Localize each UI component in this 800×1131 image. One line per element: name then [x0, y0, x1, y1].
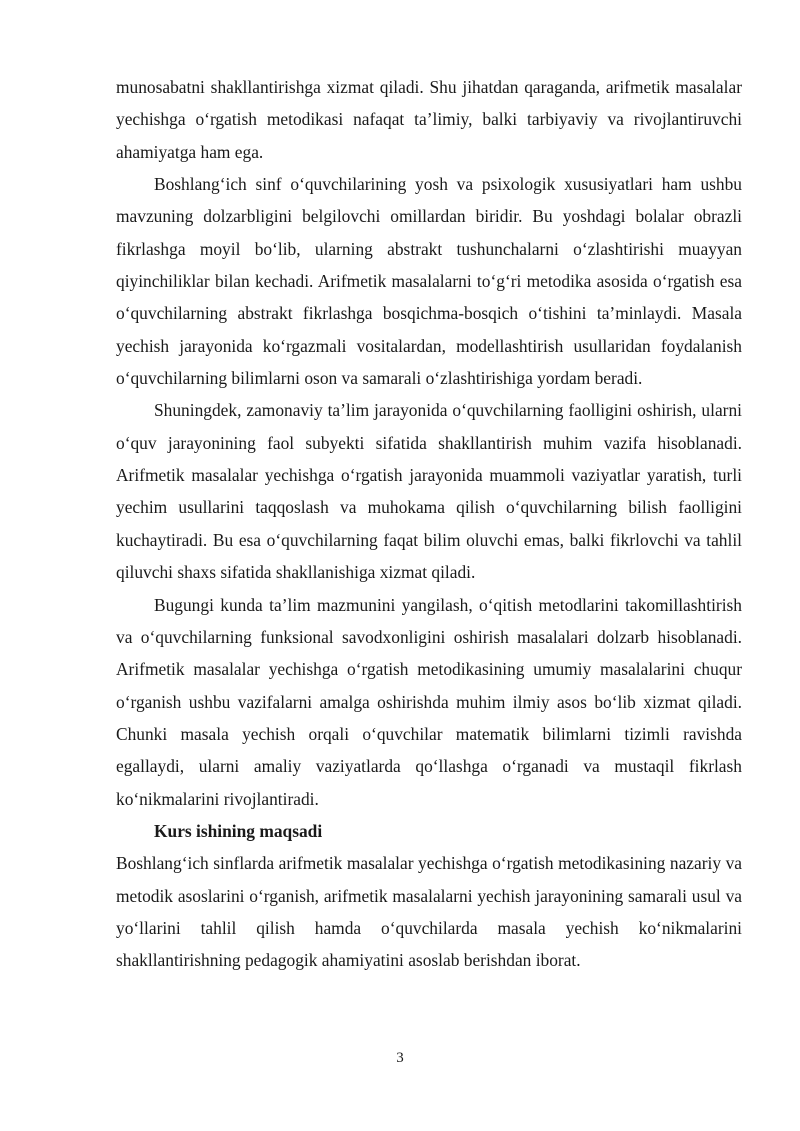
page-body: [116, 71, 742, 977]
paragraph-student-activity: Shuningdek, zamonaviy ta’lim jarayonida o‘quvchilarning faolligini oshirish, ularni o‘quv jarayonining faol subyekti sifatida shakllantirish muhim vazifa hisoblanadi. Arifmetik masalalar yechishga o‘rgatish jarayonida muammoli vaziyatlar yaratish, turli yechim usullarini taqqoslash va muhokama qilish o‘quvchilarning bilish faolligini kuchaytiradi. Bu esa o‘quvchilarning faqat bilim oluvchi emas, balki fikrlovchi va tahlil qiluvchi shaxs sifatida shakllanishiga xizmat qiladi.: [116, 400, 742, 583]
paragraph-goal: Boshlang‘ich sinflarda arifmetik masalalar yechishga o‘rgatish metodikasining nazariy va metodik asoslarini o‘rganish, arifmetik masalalarni yechish jarayonining samarali usul va yo‘llarini tahlil qilish hamda o‘quvchilarda masala yechish ko‘nikmalarini shakllantirishning pedagogik ahamiyatini asoslab berishdan iborat.: [116, 853, 742, 971]
page-number: 3: [396, 1050, 404, 1066]
paragraph-relevance: Bugungi kunda ta’lim mazmunini yangilash, o‘qitish metodlarini takomillashtirish va o‘quvchilarning funksional savodxonligini oshirish masalalari dolzarb hisoblanadi. Arifmetik masalalar yechishga o‘rgatish metodikasining umumiy masalalarini chuqur o‘rganish ushbu vazifalarni amalga oshirishda muhim ilmiy asos bo‘lib xizmat qiladi. Chunki masala yechish orqali o‘quvchilar matematik bilimlarni tizimli ravishda egallaydi, ularni amaliy vaziyatlarda qo‘llashga o‘rganadi va mustaqil fikrlash ko‘nikmalarini rivojlantiradi.: [116, 594, 742, 809]
section-heading: Kurs ishining maqsadi: [154, 820, 323, 841]
paragraph-continuation: munosabatni shakllantirishga xizmat qiladi. Shu jihatdan qaraganda, arifmetik masalalar yechishga o‘rgatish metodikasi nafaqat ta’limiy, balki tarbiyaviy va rivojlantiruvchi ahamiyatga ham ega.: [116, 77, 742, 162]
paragraph-age-characteristics: Boshlang‘ich sinf o‘quvchilarining yosh va psixologik xususiyatlari ham ushbu mavzuning dolzarbligini belgilovchi omillardan biridir. Bu yoshdagi bolalar obrazli fikrlashga moyil bo‘lib, ularning abstrakt tushunchalarni o‘zlashtirishi muayyan qiyinchiliklar bilan kechadi. Arifmetik masalalarni to‘g‘ri metodika asosida o‘rgatish esa o‘quvchilarning abstrakt fikrlashga bosqichma-bosqich o‘tishini ta’minlaydi. Masala yechish jarayonida ko‘rgazmali vositalardan, modellashtirish usullaridan foydalanish o‘quvchilarning bilimlarni oson va samarali o‘zlashtirishiga yordam beradi.: [116, 174, 742, 389]
